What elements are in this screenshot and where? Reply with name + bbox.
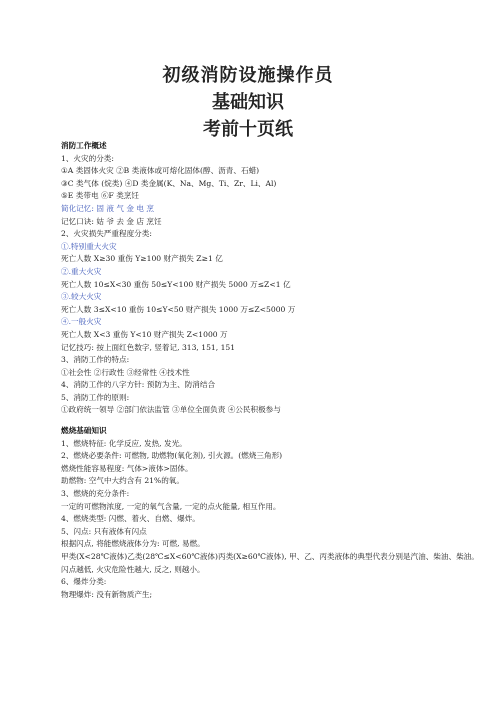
text-line: 1、火灾的分类: [61, 153, 114, 163]
text-line: 3、燃烧的充分条件: [61, 489, 130, 499]
text-line: 闪点越低, 火灾危险性越大, 反之, 则越小。 [61, 564, 205, 574]
text-line: 死亡人数 X<3 重伤 Y<10 财产损失 Z<1000 万 [61, 329, 228, 339]
text-line: 死亡人数 10≤X<30 重伤 50≤Y<100 财产损失 5000 万≤Z<1 亿 [61, 279, 291, 289]
text-line: 燃烧性能容易程度: 气体>液体>固体。 [61, 463, 193, 473]
text-line: ①政府统一领导 ②部门依法监管 ③单位全面负责 ④公民积极参与 [61, 405, 281, 415]
text-line: 死亡人数 X≥30 重伤 Y≥100 财产损失 Z≥1 亿 [61, 254, 223, 264]
text-line: 6、爆炸分类: [61, 577, 107, 587]
text-line: ③.较大火灾 [61, 292, 102, 302]
section-heading: 燃烧基础知识 [61, 426, 107, 436]
text-line: ③C 类气体 (烷类) ④D 类金属(K、Na、Mg、Ti、Zr、Li、Al) [61, 178, 277, 188]
text-line: ②.重大火灾 [61, 266, 102, 276]
title-block [0, 62, 496, 143]
text-line: 1、燃烧特征: 化学反应, 发热, 发光。 [61, 438, 187, 448]
doc-tagline: 考前十页纸 [203, 119, 293, 140]
text-line: 记忆口诀: 姑 爷 去 金 店 烹饪 [61, 216, 162, 226]
section-heading: 消防工作概述 [61, 141, 107, 150]
text-line: 记忆技巧: 按上面红色数字, 竖着记, 313, 151, 151 [61, 342, 236, 352]
text-line: 死亡人数 3≤X<10 重伤 10≤Y<50 财产损失 1000 万≤Z<5000 万 [61, 304, 296, 314]
text-line: 物理爆炸: 没有新物质产生; [61, 589, 153, 599]
text-line: ⑤E 类带电 ⑥F 类烹饪 [61, 191, 140, 201]
text-line: ①社会性 ②行政性 ③经常性 ④技术性 [61, 367, 190, 377]
text-line: 2、火灾损失严重程度分类: [61, 229, 152, 239]
text-line: 根据闪点, 将能燃烧液体分为: 可燃, 易燃。 [61, 539, 205, 549]
doc-title: 初级消防设施操作员 [162, 65, 334, 86]
text-line: 助燃物: 空气中大约含有 21%的氧。 [61, 476, 184, 486]
text-line: 甲类(X<28℃液体)乙类(28℃≤X<60℃液体)丙类(X≥60℃液体), 甲、乙、丙类液体的典型代表分别是汽油、柴油、柴油。 [61, 552, 479, 561]
doc-subtitle: 基础知识 [212, 92, 284, 113]
document-body [61, 140, 491, 601]
text-line: 2、燃烧必要条件: 可燃物, 助燃物(氧化剂), 引火源。(燃烧三角形) [61, 451, 283, 461]
text-line: 简化记忆: 固 液 气 金 电 烹 [61, 203, 154, 213]
text-line: ①A 类固体火灾 ②B 类液体或可熔化固体(醇、沥青、石蜡) [61, 166, 260, 176]
text-line: ①.特别重大火灾 [61, 241, 117, 251]
text-line: 3、消防工作的特点: [61, 355, 130, 365]
text-line: 4、消防工作的八字方针: 预防为主、防消结合 [61, 380, 216, 390]
text-line: 一定的可燃物浓度, 一定的氧气含量, 一定的点火能量, 相互作用。 [61, 501, 281, 511]
text-line: ④.一般火灾 [61, 317, 102, 327]
text-line: 5、闪点: 只有液体有闪点 [61, 526, 147, 536]
text-line: 5、消防工作的原则: [61, 392, 130, 402]
text-line: 4、燃烧类型: 闪燃、着火、自燃、爆炸。 [61, 514, 200, 524]
section-gap [61, 417, 491, 425]
